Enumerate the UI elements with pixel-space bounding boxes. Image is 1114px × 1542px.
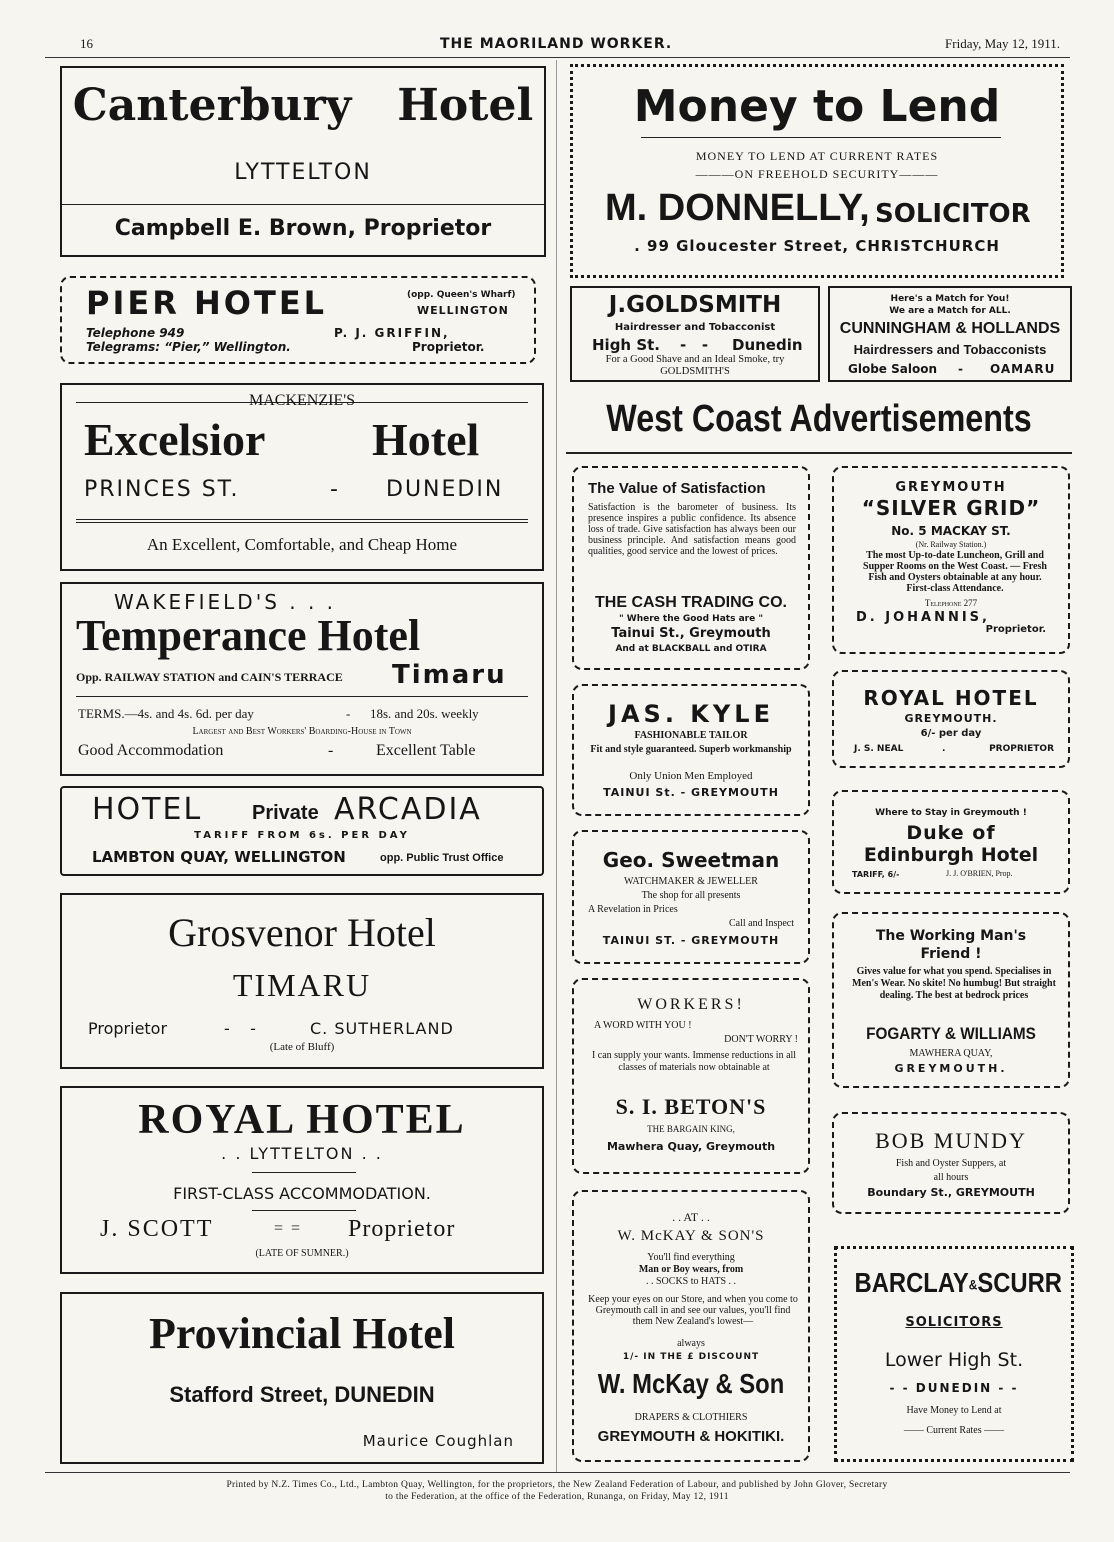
ad-canterbury-hotel	[60, 66, 546, 257]
footer-rule	[45, 1472, 1070, 1473]
ad-cunningham-hollands	[828, 286, 1072, 382]
mundy-l1: Fish and Oyster Suppers, at	[895, 1158, 1007, 1169]
barclay-money: Have Money to Lend at	[906, 1405, 1002, 1416]
ad-duke-of-edinburgh	[832, 790, 1070, 894]
cunningham-city: OAMARU	[990, 362, 1056, 376]
cash-name: THE CASH TRADING CO.	[595, 594, 787, 611]
royal-owner: J. SCOTT	[100, 1216, 214, 1242]
grosvenor-owner: C. SUTHERLAND	[310, 1019, 454, 1038]
mundy-street: Boundary St., GREYMOUTH	[867, 1186, 1035, 1199]
provincial-name: Provincial Hotel	[149, 1309, 455, 1358]
pier-city: WELLINGTON	[417, 304, 509, 317]
imprint-line1: Printed by N.Z. Times Co., Ltd., Lambton Quay, Wellington, for the proprietors, the New Zealand Federation of Labour, and published by John Glover, Secretary	[226, 1480, 888, 1490]
cash-also: And at BLACKBALL and OTIRA	[615, 644, 767, 654]
royal-grey-owner: J. S. NEAL	[854, 744, 904, 754]
money-title: Money to Lend	[633, 81, 1001, 132]
silver-address: No. 5 MACKAY ST.	[891, 524, 1011, 538]
excelsior-street: PRINCES ST.	[84, 477, 240, 502]
pier-hotel-name: PIER HOTEL	[86, 284, 328, 322]
arcadia-hotel: HOTEL	[92, 792, 203, 827]
grosvenor-dashes: - -	[224, 1019, 256, 1038]
mckay-l2: Man or Boy wears, from	[638, 1264, 744, 1275]
mckay-trade: DRAPERS & CLOTHIERS	[634, 1412, 748, 1423]
ad-hotel-arcadia	[60, 786, 544, 876]
excelsior-top: MACKENZIE'S	[249, 392, 355, 409]
barclay-rates: —— Current Rates ——	[903, 1425, 1005, 1436]
provincial-street: Stafford Street, DUNEDIN	[169, 1382, 435, 1407]
working-title1: The Working Man's	[875, 928, 1027, 944]
beton-l2: DON'T WORRY !	[724, 1034, 798, 1045]
beton-name: S. I. BETON'S	[615, 1094, 767, 1119]
money-name: M. DONNELLY,	[605, 187, 870, 229]
mckay-at: . . AT . .	[672, 1210, 710, 1224]
money-line2: ———ON FREEHOLD SECURITY———	[695, 167, 939, 181]
canterbury-town: LYTTELTON	[234, 160, 372, 185]
sweetman-l2: A Revelation in Prices	[588, 904, 678, 915]
mckay-always: always	[677, 1338, 705, 1349]
duke-name1: Duke of	[906, 822, 996, 844]
royal-name: ROYAL HOTEL	[138, 1097, 466, 1143]
ad-money-to-lend	[570, 64, 1064, 278]
royal-role: Proprietor	[348, 1216, 456, 1242]
duke-owner: J. J. O'BRIEN, Prop.	[946, 869, 1013, 878]
working-title2: Friend !	[920, 946, 982, 962]
mckay-l3: . . SOCKS to HATS . .	[645, 1276, 737, 1287]
temperance-accom-b: Excellent Table	[376, 742, 476, 759]
page-header	[70, 36, 1060, 56]
royal-grey-dot: .	[942, 744, 946, 754]
column-divider	[556, 60, 557, 1472]
cash-tag: " Where the Good Hats are "	[618, 614, 764, 624]
goldsmith-dash: - -	[680, 336, 709, 354]
duke-tariff: TARIFF, 6/-	[852, 870, 900, 879]
provincial-owner: Maurice Coughlan	[362, 1432, 514, 1450]
temperance-name: Temperance Hotel	[76, 611, 421, 660]
kyle-union: Only Union Men Employed	[629, 770, 753, 782]
ad-excelsior-hotel	[60, 383, 544, 571]
imprint-line2: to the Federation, at the office of the Federation, Runanga, on Friday, May 12, 1911	[385, 1492, 729, 1502]
barclay-city: - - DUNEDIN - -	[889, 1381, 1019, 1395]
silver-role: Proprietor.	[985, 624, 1046, 635]
ad-geo-sweetman	[572, 830, 810, 964]
ad-beton	[572, 978, 810, 1174]
royal-grey-rate: 6/- per day	[920, 728, 982, 739]
section-title-west-coast: West Coast Advertisements	[606, 398, 1032, 440]
royal-town: . . LYTTELTON . .	[221, 1144, 383, 1163]
masthead-title: THE MAORILAND WORKER.	[440, 36, 673, 52]
ad-fogarty-williams	[832, 912, 1070, 1088]
cash-title: The Value of Satisfaction	[588, 480, 766, 497]
working-name: FOGARTY & WILLIAMS	[866, 1024, 1036, 1043]
silver-owner: D. JOHANNIS,	[856, 610, 990, 625]
ad-royal-hotel-lyttelton	[60, 1086, 544, 1274]
excelsior-city: DUNEDIN	[386, 477, 504, 502]
pier-owner-role: Proprietor.	[412, 340, 485, 354]
silver-body: The most Up-to-date Luncheon, Grill and Supper Rooms on the West Coast. — Fresh Fish and Oysters obtainable at any hour. First-class Attendance.	[863, 550, 1047, 594]
royal-grey-role: PROPRIETOR	[989, 744, 1054, 754]
working-city: GREYMOUTH.	[894, 1062, 1008, 1075]
temperance-top: WAKEFIELD'S . . .	[114, 590, 337, 614]
ad-royal-hotel-greymouth	[832, 670, 1070, 768]
excelsior-dash: -	[330, 477, 338, 502]
mckay-body: Keep your eyes on our Store, and when you come to Greymouth call in and see our values, you'll find them New Zealand's lowest—	[588, 1294, 798, 1327]
arcadia-name: ARCADIA	[334, 792, 482, 827]
grosvenor-late: (Late of Bluff)	[269, 1041, 335, 1053]
silver-city: GREYMOUTH	[895, 480, 1007, 495]
money-line1: MONEY TO LEND AT CURRENT RATES	[695, 149, 939, 163]
sweetman-street: TAINUI ST. - GREYMOUTH	[602, 934, 780, 947]
goldsmith-name: J.GOLDSMITH	[608, 292, 782, 318]
mckay-discount: 1/- IN THE £ DISCOUNT	[622, 1352, 760, 1362]
cunningham-trade: Hairdressers and Tobacconists	[853, 342, 1047, 357]
grosvenor-role: Proprietor	[88, 1019, 168, 1038]
canterbury-proprietor: Campbell E. Brown, Proprietor	[114, 216, 492, 241]
arcadia-address: LAMBTON QUAY, WELLINGTON	[92, 848, 346, 866]
goldsmith-street: High St.	[592, 336, 661, 354]
pier-opp: (opp. Queen's Wharf)	[407, 290, 516, 300]
working-quay: MAWHERA QUAY,	[909, 1048, 993, 1059]
silver-name: “SILVER GRID”	[861, 496, 1041, 520]
barclay-role: SOLICITORS	[905, 1315, 1003, 1330]
canterbury-hotel-name: Canterbury Hotel	[72, 80, 534, 131]
ad-goldsmith	[570, 286, 820, 382]
ad-temperance-hotel	[60, 582, 544, 776]
ad-jas-kyle	[572, 684, 810, 816]
royal-grey-city: GREYMOUTH.	[904, 712, 998, 725]
excelsior-name-a: Excelsior	[84, 414, 266, 465]
ad-barclay-scurr	[834, 1246, 1074, 1462]
excelsior-tag: An Excellent, Comfortable, and Cheap Home	[146, 535, 458, 554]
temperance-accom-dash: -	[328, 742, 334, 759]
royal-grey-name: ROYAL HOTEL	[863, 686, 1039, 710]
page-number: 16	[80, 36, 93, 51]
mckay-name: W. McKAY & SON'S	[617, 1228, 765, 1244]
barclay-name: BARCLAY&SCURR	[854, 1267, 1062, 1298]
cunningham-line2: We are a Match for ALL.	[889, 306, 1011, 316]
royal-late: (LATE OF SUMNER.)	[255, 1248, 349, 1259]
money-role: SOLICITOR	[875, 199, 1031, 229]
mckay-cities: GREYMOUTH & HOKITIKI.	[597, 1428, 785, 1445]
silver-phone: Telephone 277	[924, 598, 978, 608]
beton-king: THE BARGAIN KING,	[647, 1124, 735, 1134]
excelsior-name-b: Hotel	[372, 414, 480, 465]
ad-provincial-hotel	[60, 1292, 544, 1464]
kyle-street: TAINUI St. - GREYMOUTH	[603, 786, 779, 799]
goldsmith-trade: Hairdresser and Tobacconist	[614, 322, 776, 333]
kyle-trade: FASHIONABLE TAILOR	[634, 730, 748, 741]
pier-owner: P. J. GRIFFIN,	[334, 326, 450, 340]
arcadia-private: Private	[252, 802, 319, 824]
royal-class: FIRST-CLASS ACCOMMODATION.	[173, 1184, 431, 1203]
section-title-rule	[566, 452, 1072, 454]
temperance-terms-b: 18s. and 20s. weekly	[370, 706, 479, 721]
sweetman-name: Geo. Sweetman	[602, 848, 780, 872]
beton-l1: A WORD WITH YOU !	[594, 1020, 692, 1031]
money-address: . 99 Gloucester Street, CHRISTCHURCH	[634, 237, 1000, 255]
arcadia-opp: opp. Public Trust Office	[380, 852, 504, 864]
temperance-opp: Opp. RAILWAY STATION and CAIN'S TERRACE	[76, 670, 343, 684]
cash-body: Satisfaction is the barometer of business. Its presence inspires a public confidence. Its absence loss of trade. Give satisfaction has always been our business principle. And satisfaction means good qualities, good service and the lowest of prices.	[588, 502, 796, 557]
cunningham-dash: -	[958, 362, 963, 376]
ad-pier-hotel	[60, 276, 536, 364]
cunningham-line1: Here's a Match for You!	[890, 294, 1010, 304]
grosvenor-name: Grosvenor Hotel	[168, 910, 436, 955]
mckay-l1: You'll find everything	[647, 1252, 735, 1263]
temperance-terms-dash: -	[346, 706, 351, 721]
cunningham-name: CUNNINGHAM & HOLLANDS	[839, 320, 1061, 337]
temperance-largest: Largest and Best Workers' Boarding-House in Town	[192, 726, 412, 737]
barclay-street: Lower High St.	[884, 1349, 1024, 1371]
arcadia-tariff: TARIFF FROM 6s. PER DAY	[194, 830, 410, 841]
sweetman-l3: Call and Inspect	[729, 918, 794, 929]
ad-cash-trading	[572, 466, 810, 670]
kyle-body: Fit and style guaranteed. Superb workmanship	[590, 744, 792, 755]
pier-telegram: Telegrams: “Pier,” Wellington.	[86, 340, 291, 354]
ad-grosvenor-hotel	[60, 893, 544, 1069]
kyle-name: JAS. KYLE	[608, 700, 774, 728]
beton-body: I can supply your wants. Immense reductions in all classes of materials now obtainable at	[591, 1050, 797, 1073]
sweetman-l1: The shop for all presents	[641, 890, 741, 901]
beton-title: WORKERS!	[637, 996, 745, 1013]
royal-eq: = =	[274, 1220, 301, 1237]
mckay-big: W. McKay & Son	[597, 1368, 785, 1399]
sweetman-trade: WATCHMAKER & JEWELLER	[624, 876, 758, 887]
ad-silver-grid	[832, 466, 1070, 654]
ad-mckay-sons	[572, 1190, 810, 1462]
beton-street: Mawhera Quay, Greymouth	[606, 1140, 776, 1153]
mundy-name: BOB MUNDY	[875, 1128, 1027, 1153]
cash-street: Tainui St., Greymouth	[611, 626, 771, 641]
working-body: Gives value for what you spend. Specialises in Men's Wear. No skite! No humbug! But straight dealing. The best at bedrock prices	[852, 966, 1056, 1001]
ad-bob-mundy	[832, 1112, 1070, 1214]
pier-phone: Telephone 949	[86, 326, 185, 340]
silver-near: (Nr. Railway Station.)	[915, 540, 987, 549]
issue-date: Friday, May 12, 1911.	[945, 36, 1060, 51]
header-rule	[45, 57, 1070, 58]
temperance-city: Timaru	[392, 660, 507, 690]
temperance-accom-a: Good Accommodation	[78, 742, 224, 759]
duke-top: Where to Stay in Greymouth !	[875, 808, 1027, 818]
cunningham-shop: Globe Saloon	[848, 362, 937, 376]
goldsmith-city: Dunedin	[732, 336, 803, 354]
duke-name2: Edinburgh Hotel	[863, 844, 1039, 866]
grosvenor-city: TIMARU	[232, 967, 372, 1003]
mundy-l2: all hours	[933, 1172, 969, 1183]
goldsmith-slogan: For a Good Shave and an Ideal Smoke, try GOLDSMITH'S	[605, 354, 785, 377]
temperance-terms-a: TERMS.—4s. and 4s. 6d. per day	[78, 706, 254, 721]
